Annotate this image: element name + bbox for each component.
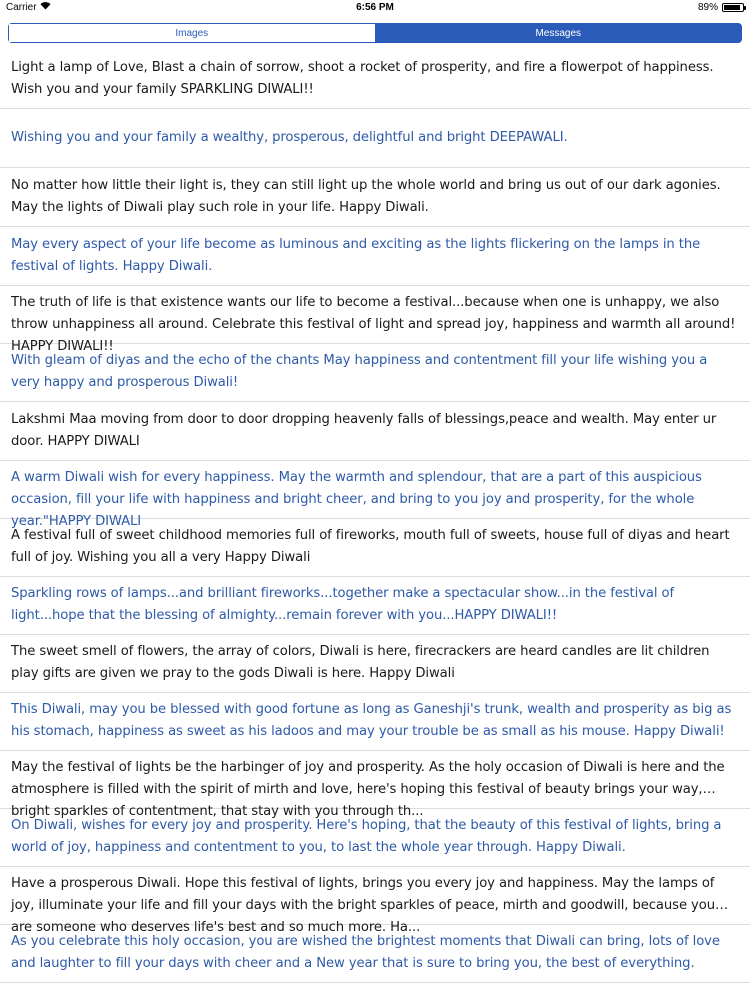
message-text: The truth of life is that existence wants our life to become a festival...because when one is unhappy, we also throw unhappiness all around. Celebrate this festival of light and spread joy, happiness and warmth all around! HAPPY DIWALI!!: [11, 295, 736, 354]
message-text: Wishing you and your family a wealthy, prosperous, delightful and bright DEEPAWALI.: [11, 130, 568, 145]
message-item[interactable]: [0, 809, 750, 867]
message-text: Lakshmi Maa moving from door to door dropping heavenly falls of blessings,peace and wealth. May enter ur door. HAPPY DIWALI: [11, 412, 717, 449]
message-text: May every aspect of your life become as luminous and exciting as the lights flickering on the lamps in the festival of lights. Happy Diwali.: [11, 237, 701, 274]
tab-images[interactable]: Images: [9, 24, 375, 42]
message-item[interactable]: [0, 519, 750, 577]
message-text: The sweet smell of flowers, the array of colors, Diwali is here, firecrackers are heard candles are lit children play gifts are given we pray to the gods Diwali is here. Happy Diwali: [11, 644, 710, 681]
message-text: Light a lamp of Love, Blast a chain of sorrow, shoot a rocket of prosperity, and fire a flowerpot of happiness. Wish you and your family SPARKLING DIWALI!!: [11, 60, 714, 97]
message-item[interactable]: [0, 577, 750, 635]
message-item[interactable]: [0, 286, 750, 354]
messages-list: [0, 50, 750, 983]
status-bar: [0, 0, 750, 16]
message-text: As you celebrate this holy occasion, you are wished the brightest moments that Diwali can bring, lots of love and laughter to fill your days with cheer and a New year that is sure to bring you, the best of everything.: [11, 934, 720, 971]
battery-percent: 89%: [697, 2, 718, 13]
message-text: This Diwali, may you be blessed with good fortune as long as Ganeshji's trunk, wealth and prosperity as big as his stomach, happiness as sweet as his ladoos and may your trouble be as small as his mouse. Happy Diwali!: [11, 702, 732, 739]
tab-messages[interactable]: Messages: [375, 24, 742, 42]
message-text: May the festival of lights be the harbinger of joy and prosperity. As the holy occasion of Diwali is here and the atmosphere is filled with the spirit of mirth and love, here's hoping this festival of beauty brings your way, bright sparkles of contentment, that stay with you through th...: [11, 760, 725, 819]
message-text: With gleam of diyas and the echo of the chants May happiness and contentment fill your life wishing you a very happy and prosperous Diwali!: [11, 353, 708, 390]
message-item[interactable]: [0, 461, 750, 529]
message-item[interactable]: [0, 227, 750, 286]
message-item[interactable]: [0, 751, 750, 819]
message-item[interactable]: [0, 693, 750, 751]
message-text: A warm Diwali wish for every happiness. May the warmth and splendour, that are a part of this auspicious occasion, fill your life with happiness and bright cheer, and bring to you joy and prosperity, for the whole year."HAPPY DIWALI: [11, 470, 702, 529]
message-text: A festival full of sweet childhood memories full of fireworks, mouth full of sweets, house full of diyas and heart full of joy. Wishing you all a very Happy Diwali: [11, 528, 730, 565]
message-text: On Diwali, wishes for every joy and prosperity. Here's hoping, that the beauty of this festival of lights, bring a world of joy, happiness and contentment to you, to last the whole year through. Happy Diwali.: [11, 818, 722, 855]
segmented-control: [8, 23, 742, 43]
message-text: No matter how little their light is, they can still light up the whole world and bring us out of our dark agonies. May the lights of Diwali play such role in your life. Happy Diwali.: [11, 178, 721, 215]
message-item[interactable]: [0, 168, 750, 227]
message-item[interactable]: [0, 402, 750, 461]
message-item[interactable]: [0, 867, 750, 935]
battery-icon: [722, 3, 744, 12]
message-item[interactable]: [0, 50, 750, 109]
message-item[interactable]: [0, 344, 750, 402]
message-text: Have a prosperous Diwali. Hope this festival of lights, brings you every joy and happiness. May the lamps of joy, illuminate your life and fill your days with the bright sparkles of peace, mirth and goodwill, because you are someone who deserves life's best and so much more. Ha...: [11, 876, 715, 935]
message-text: Sparkling rows of lamps...and brilliant fireworks...together make a spectacular show...in the festival of light...hope that the blessing of almighty...remain forever with you...HAPPY DIWALI!!: [11, 586, 675, 623]
status-right: [698, 2, 744, 13]
message-item[interactable]: [0, 925, 750, 983]
carrier-label: Carrier: [6, 2, 37, 13]
message-item[interactable]: [0, 109, 750, 168]
message-item[interactable]: [0, 635, 750, 693]
clock: 6:56 PM: [356, 2, 394, 13]
